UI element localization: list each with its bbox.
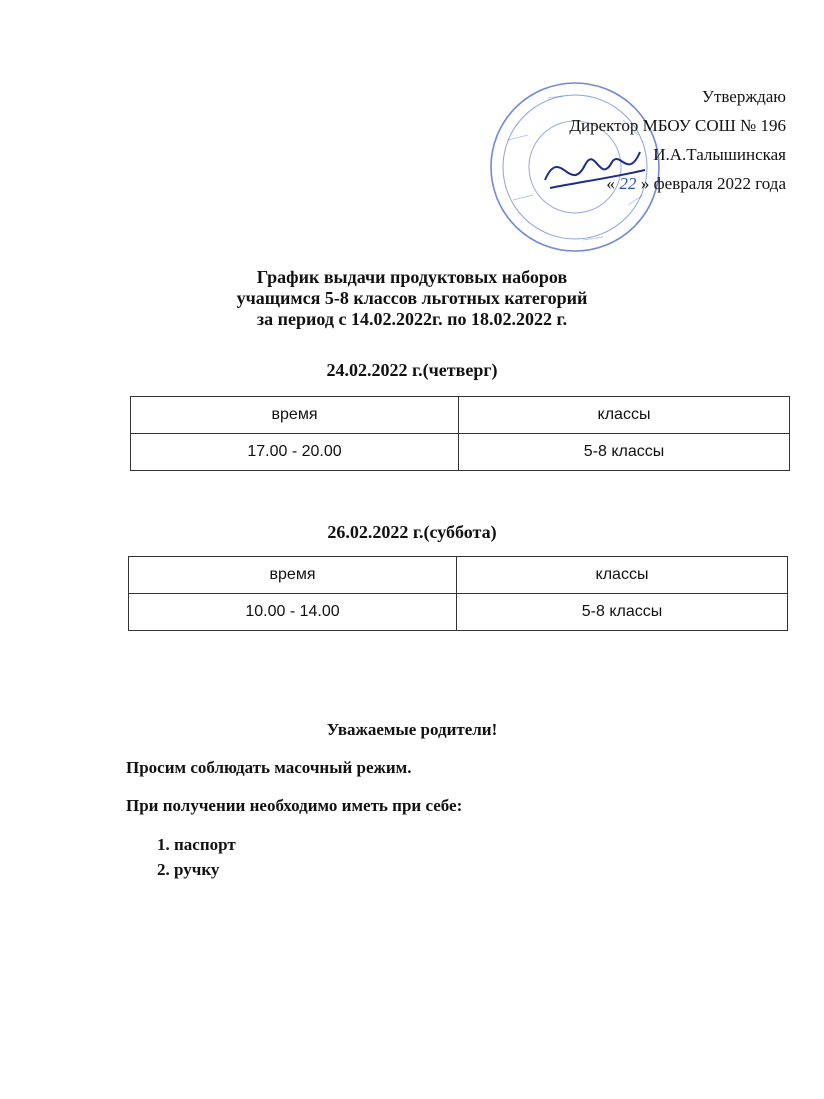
schedule-table-1: [130, 396, 790, 471]
approval-name: И.А.Талышинская: [653, 145, 786, 164]
header-time: время: [131, 397, 459, 434]
approval-date-rest: февраля 2022 года: [653, 174, 786, 193]
mask-note: Просим соблюдать масочный режим.: [126, 758, 412, 777]
required-items-list: [126, 832, 236, 882]
title-line-2: учащимся 5-8 классов льготных категорий: [236, 288, 588, 308]
title-line-3: за период с 14.02.2022г. по 18.02.2022 г.: [256, 309, 568, 329]
header-time: время: [129, 557, 457, 594]
schedule-date-1: 24.02.2022 г.(четверг): [326, 360, 498, 380]
cell-classes: 5-8 классы: [457, 594, 788, 631]
list-item: 2. ручку: [174, 857, 236, 882]
cell-time: 17.00 - 20.00: [131, 434, 459, 471]
schedule-table-2: [128, 556, 788, 631]
table-row: [129, 594, 788, 631]
cell-classes: 5-8 классы: [459, 434, 790, 471]
approval-date: [569, 169, 786, 198]
approval-position: Директор МБОУ СОШ № 196: [569, 116, 786, 135]
table-header-row: [129, 557, 788, 594]
approval-date-close-quote: »: [640, 174, 650, 193]
header-classes: классы: [457, 557, 788, 594]
table-header-row: [131, 397, 790, 434]
approval-title: Утверждаю: [701, 87, 786, 106]
table-row: [131, 434, 790, 471]
document-title: [0, 267, 824, 330]
title-line-1: График выдачи продуктовых наборов: [256, 267, 568, 287]
approval-date-day: 22: [619, 174, 637, 193]
header-classes: классы: [459, 397, 790, 434]
cell-time: 10.00 - 14.00: [129, 594, 457, 631]
approval-date-open-quote: «: [606, 174, 615, 193]
schedule-date-2: 26.02.2022 г.(суббота): [327, 522, 497, 542]
list-item: 1. паспорт: [174, 832, 236, 857]
bring-note: При получении необходимо иметь при себе:: [126, 796, 463, 815]
parents-greeting: Уважаемые родители!: [326, 720, 498, 739]
approval-block: [569, 82, 786, 198]
